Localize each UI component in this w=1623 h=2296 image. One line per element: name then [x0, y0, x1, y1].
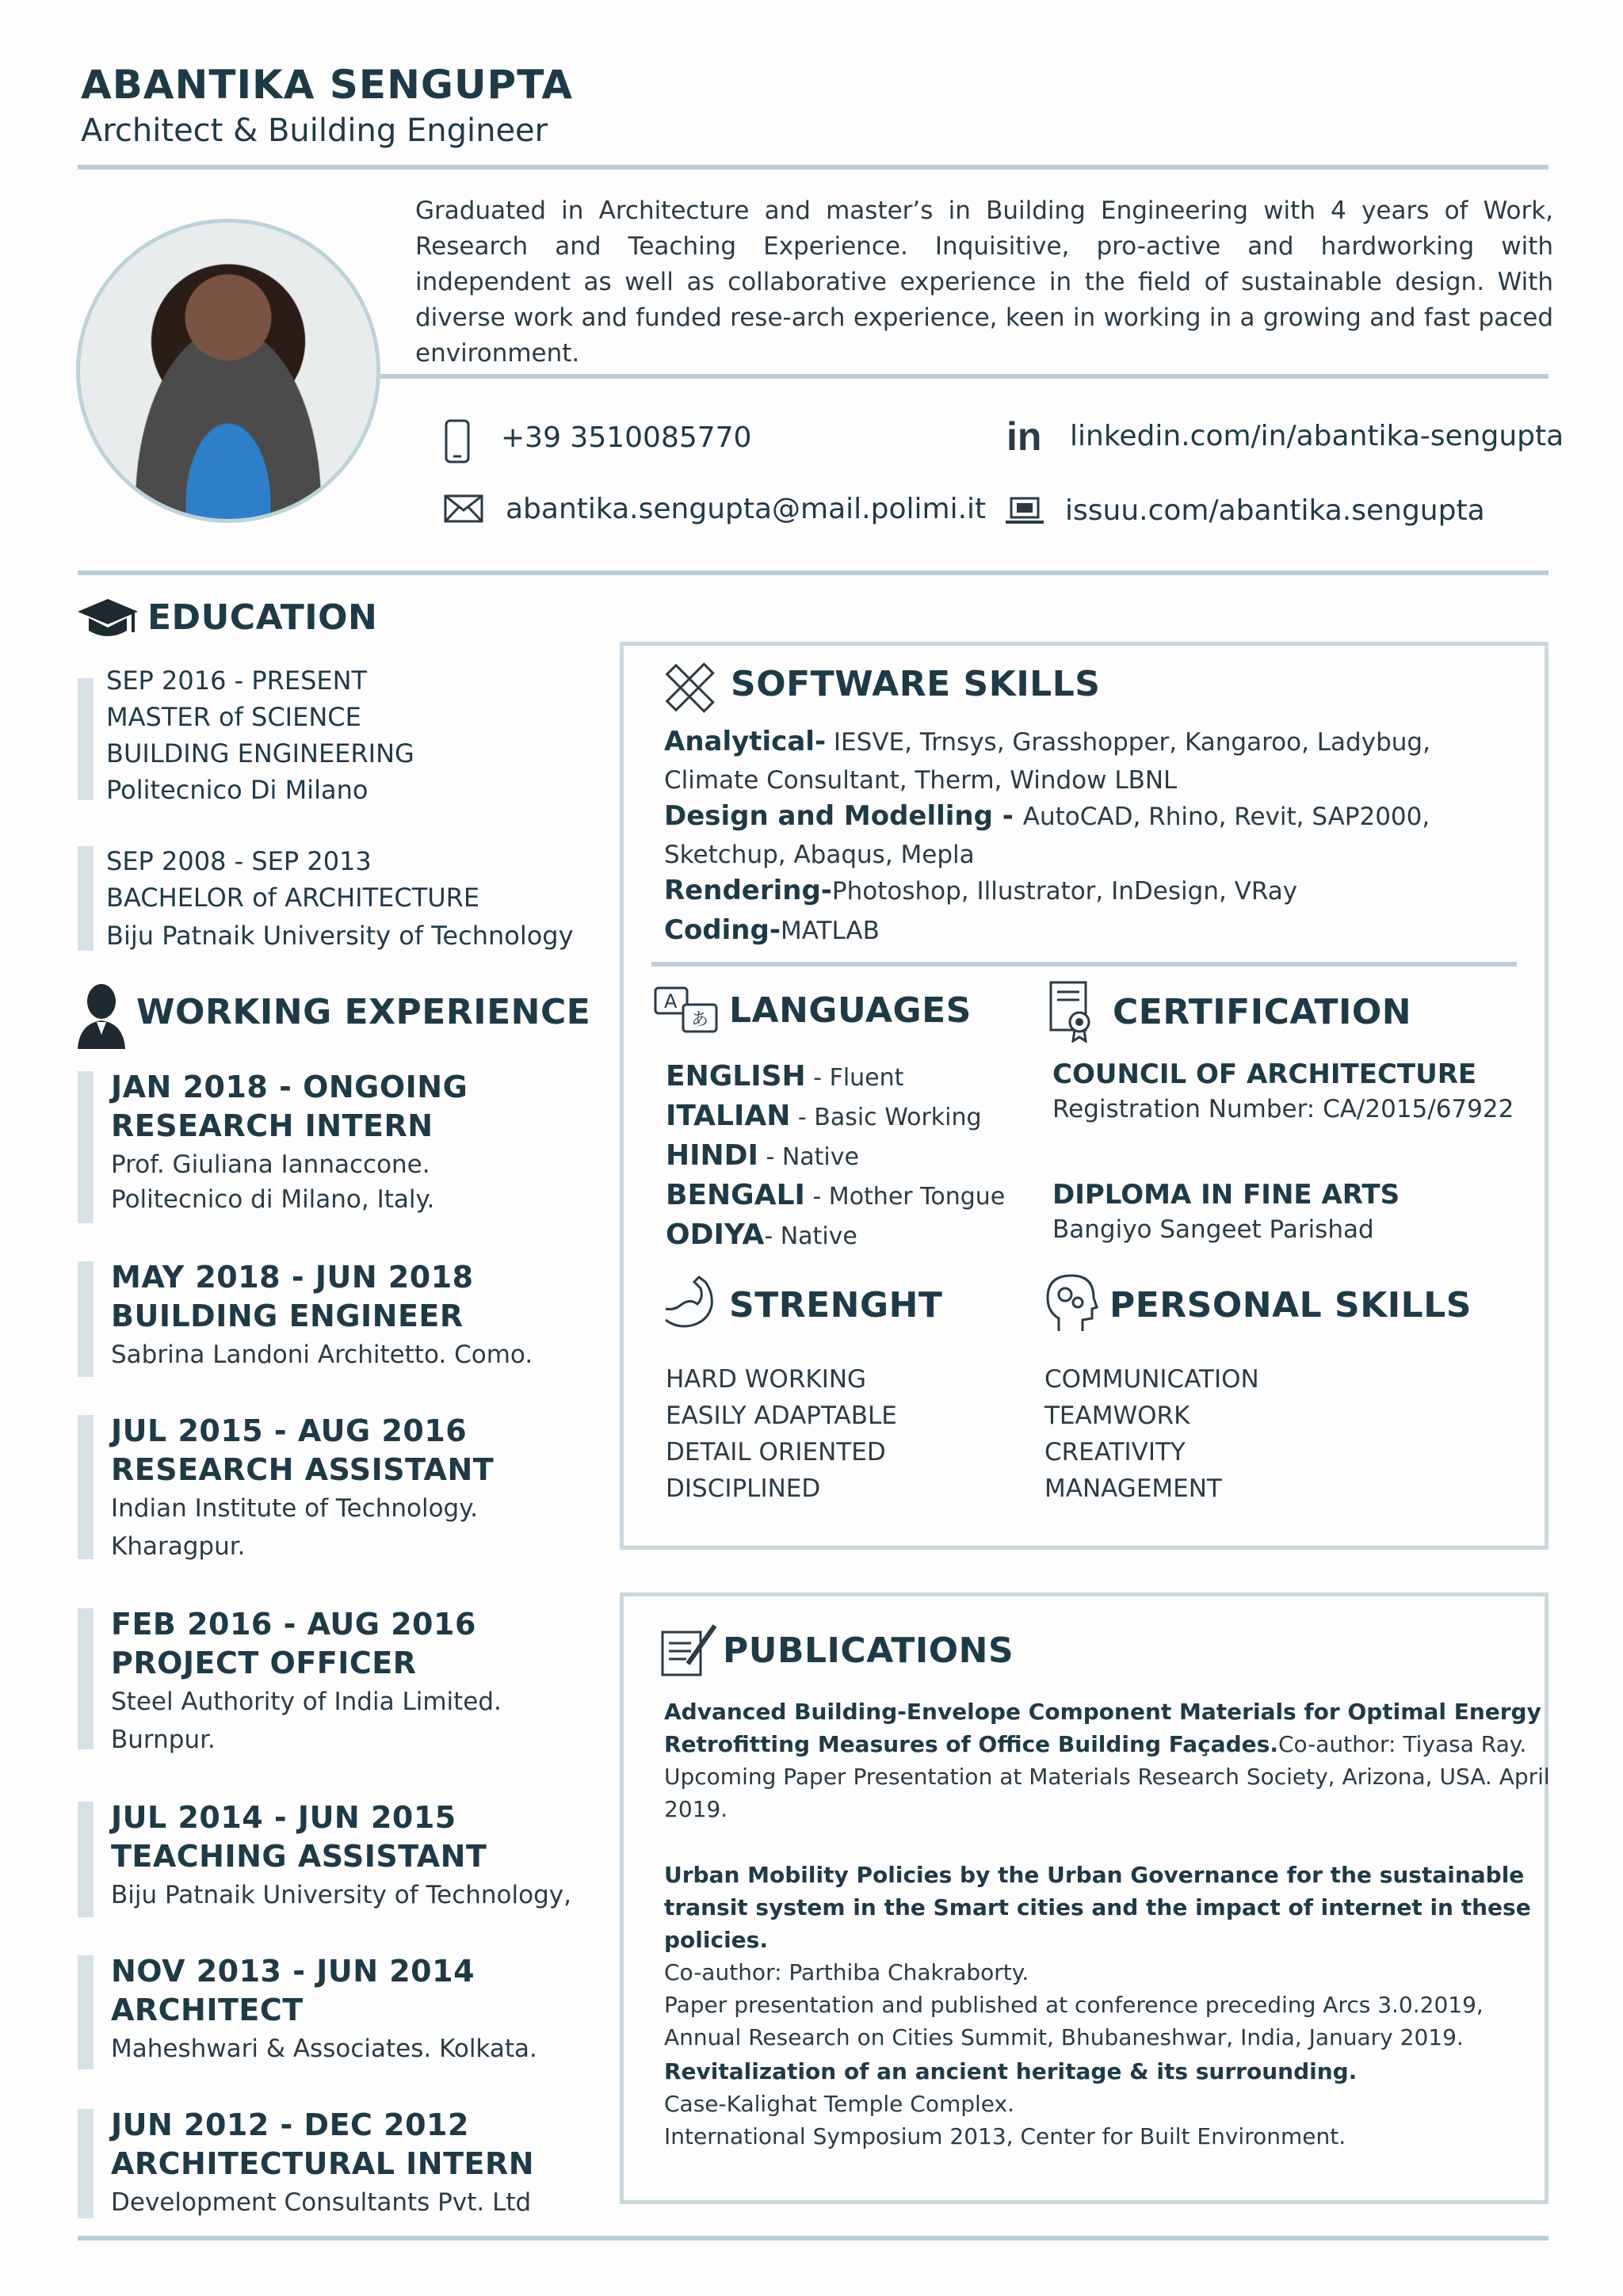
- strength-item: HARD WORKING: [666, 1365, 867, 1394]
- strength-heading: STRENGHT: [729, 1285, 943, 1325]
- publication-coauthor: Co-author: Tiyasa Ray.: [1277, 1731, 1527, 1757]
- mail-icon: [444, 494, 483, 523]
- email-address[interactable]: abantika.sengupta@mail.polimi.it: [506, 493, 987, 525]
- certification-name: COUNCIL OF ARCHITECTURE: [1052, 1058, 1477, 1090]
- experience-bar: [78, 1071, 94, 1223]
- experience-bar: [78, 1261, 94, 1377]
- education-heading: EDUCATION: [147, 597, 378, 638]
- resume-name: ABANTIKA SENGUPTA: [81, 62, 574, 108]
- certification-detail: Bangiyo Sangeet Parishad: [1052, 1215, 1374, 1244]
- summary-divider: [380, 374, 1549, 379]
- strength-item: DISCIPLINED: [666, 1474, 821, 1503]
- job-detail: Burnpur.: [111, 1726, 216, 1754]
- education-degree: BACHELOR of ARCHITECTURE: [106, 883, 480, 913]
- linkedin-link[interactable]: linkedin.com/in/abantika-sengupta: [1070, 420, 1564, 452]
- experience-heading: WORKING EXPERIENCE: [136, 992, 591, 1032]
- education-dates: SEP 2016 - PRESENT: [106, 666, 368, 696]
- job-role: PROJECT OFFICER: [111, 1646, 417, 1680]
- publication-title: Urban Mobility Policies by the Urban Governance for the sustainable transit system in the Smart cities and the impact of internet in these policies.: [664, 1862, 1531, 1953]
- job-role: ARCHITECT: [111, 1993, 304, 2027]
- skills-divider: [651, 962, 1517, 967]
- job-dates: JAN 2018 - ONGOING: [111, 1070, 468, 1104]
- job-detail: Steel Authority of India Limited.: [111, 1688, 502, 1716]
- job-dates: JUN 2012 - DEC 2012: [111, 2107, 469, 2142]
- education-bar-2: [78, 846, 94, 951]
- phone-number[interactable]: +39 3510085770: [501, 421, 752, 454]
- publication-title: Revitalization of an ancient heritage & its surrounding.: [664, 2058, 1358, 2084]
- experience-bar: [78, 1802, 94, 1917]
- summary-text: Graduated in Architecture and master’s in Building Engineering with 4 years of Work, Research and Teaching Experience. Inquisitive, pro-active and hardworking with independent as well as collaborative experience in the field of sustainable design. With diverse work and funded rese-arch experience, keen in working in a growing and fast paced environment.: [415, 196, 1553, 368]
- linkedin-icon: in: [1006, 414, 1042, 459]
- certificate-icon: [1048, 979, 1097, 1043]
- experience-bar: [78, 2109, 94, 2218]
- education-dates: SEP 2008 - SEP 2013: [106, 846, 372, 876]
- head-gears-icon: [1044, 1272, 1098, 1333]
- job-role: RESEARCH INTERN: [111, 1108, 433, 1143]
- software-group: Analytical- IESVE, Trnsys, Grasshopper, Kangaroo, Ladybug, Climate Consultant, Therm, Window LBNL: [664, 726, 1430, 795]
- certification-heading: CERTIFICATION: [1113, 992, 1412, 1032]
- publication-entry: [664, 1859, 1552, 2054]
- software-group: Rendering-Photoshop, Illustrator, InDesign, VRay: [664, 875, 1298, 906]
- software-heading: SOFTWARE SKILLS: [731, 664, 1101, 704]
- job-dates: NOV 2013 - JUN 2014: [111, 1954, 475, 1989]
- experience-bar: [78, 1415, 94, 1559]
- drafting-tools-icon: [659, 658, 720, 718]
- job-detail: Kharagpur.: [111, 1532, 246, 1561]
- software-group: Design and Modelling - AutoCAD, Rhino, Revit, SAP2000, Sketchup, Abaqus, Mepla: [664, 800, 1430, 869]
- publication-detail: Upcoming Paper Presentation at Materials Research Society, Arizona, USA. April 2019.: [664, 1764, 1550, 1822]
- job-dates: JUL 2015 - AUG 2016: [111, 1413, 468, 1448]
- education-degree: MASTER of SCIENCE: [106, 702, 361, 732]
- publication-title: Advanced Building-Envelope Component Materials for Optimal Energy Retrofitting Measures of Office Building Façades.: [664, 1699, 1541, 1757]
- contact-divider: [78, 570, 1549, 575]
- personal-skill-item: TEAMWORK: [1044, 1402, 1190, 1430]
- job-role: RESEARCH ASSISTANT: [111, 1452, 495, 1487]
- publication-entry: [664, 2055, 1552, 2153]
- profile-photo: [76, 219, 380, 523]
- job-detail: Maheshwari & Associates. Kolkata.: [111, 2035, 537, 2063]
- experience-bar: [78, 1608, 94, 1749]
- resume-title: Architect & Building Engineer: [81, 113, 548, 149]
- publication-coauthor: Co-author: Parthiba Chakraborty.: [664, 1959, 1029, 1985]
- svg-text:A: A: [664, 990, 678, 1013]
- personal-skill-item: CREATIVITY: [1044, 1438, 1186, 1466]
- graduation-cap-icon: [76, 596, 139, 646]
- publication-detail: International Symposium 2013, Center for Built Environment.: [664, 2123, 1346, 2149]
- laptop-icon: [1005, 496, 1044, 528]
- language-item: HINDI - Native: [666, 1139, 859, 1172]
- language-item: ODIYA- Native: [666, 1219, 857, 1251]
- job-role: ARCHITECTURAL INTERN: [111, 2146, 535, 2181]
- job-detail: Politecnico di Milano, Italy.: [111, 1185, 435, 1214]
- job-role: TEACHING ASSISTANT: [111, 1839, 487, 1874]
- job-detail: Prof. Giuliana Iannaccone.: [111, 1150, 430, 1179]
- translate-icon: [653, 986, 720, 1036]
- issuu-link[interactable]: issuu.com/abantika.sengupta: [1065, 494, 1485, 527]
- personal-skill-item: MANAGEMENT: [1044, 1474, 1222, 1503]
- footer-divider: [78, 2236, 1549, 2241]
- job-role: BUILDING ENGINEER: [111, 1299, 464, 1333]
- job-detail: Biju Patnaik University of Technology,: [111, 1881, 571, 1909]
- job-dates: MAY 2018 - JUN 2018: [111, 1260, 474, 1295]
- header-divider: [78, 165, 1549, 170]
- certification-detail: Registration Number: CA/2015/67922: [1052, 1095, 1514, 1123]
- language-item: ITALIAN - Basic Working: [666, 1100, 982, 1132]
- svg-text:あ: あ: [691, 1010, 709, 1030]
- flexed-arm-icon: [663, 1274, 720, 1333]
- personal-skill-item: COMMUNICATION: [1044, 1365, 1259, 1394]
- experience-bar: [78, 1955, 94, 2069]
- personal-skills-heading: PERSONAL SKILLS: [1109, 1285, 1472, 1325]
- publications-heading: PUBLICATIONS: [723, 1630, 1014, 1671]
- phone-icon: [444, 418, 471, 464]
- language-item: ENGLISH - Fluent: [666, 1060, 904, 1093]
- document-pen-icon: [659, 1623, 720, 1678]
- publication-coauthor: Case-Kalighat Temple Complex.: [664, 2091, 1015, 2117]
- job-detail: Sabrina Landoni Architetto. Como.: [111, 1341, 533, 1369]
- certification-name: DIPLOMA IN FINE ARTS: [1052, 1179, 1400, 1211]
- publication-entry: [664, 1695, 1552, 1825]
- publication-detail: Paper presentation and published at conference preceding Arcs 3.0.2019, Annual Research on Cities Summit, Bhubaneshwar, India, January 2019.: [664, 1992, 1484, 2050]
- job-detail: Development Consultants Pvt. Ltd: [111, 2188, 532, 2217]
- job-dates: JUL 2014 - JUN 2015: [111, 1800, 456, 1835]
- language-item: BENGALI - Mother Tongue: [666, 1179, 1006, 1211]
- education-bar-1: [78, 678, 94, 800]
- job-detail: Indian Institute of Technology.: [111, 1494, 478, 1523]
- languages-heading: LANGUAGES: [729, 990, 972, 1031]
- education-school: Politecnico Di Milano: [106, 775, 369, 805]
- person-icon: [76, 982, 127, 1049]
- strength-item: EASILY ADAPTABLE: [666, 1402, 897, 1430]
- education-school: Biju Patnaik University of Technology: [106, 921, 574, 951]
- strength-item: DETAIL ORIENTED: [666, 1438, 886, 1466]
- job-dates: FEB 2016 - AUG 2016: [111, 1607, 476, 1642]
- software-group: Coding-MATLAB: [664, 914, 880, 946]
- education-field: BUILDING ENGINEERING: [106, 738, 414, 769]
